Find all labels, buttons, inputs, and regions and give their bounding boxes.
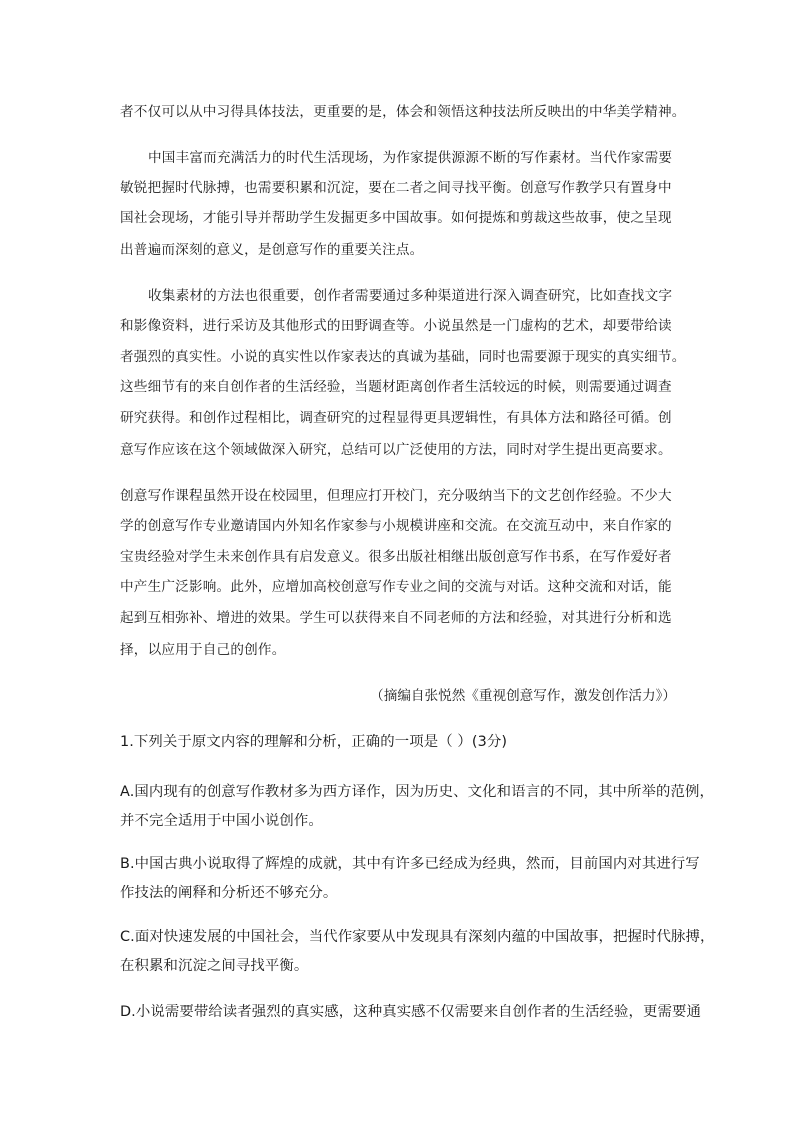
option-c-line: 在积累和沉淀之间寻找平衡。 [120,958,309,974]
passage-line: 研究获得。和创作过程相比，调查研究的过程显得更具逻辑性，有具体方法和路径可循。创 [120,410,672,426]
question-stem: 1.下列关于原文内容的理解和分析，正确的一项是（ ）(3分) [120,734,508,750]
passage-line: 者不仅可以从中习得具体技法，更重要的是，体会和领悟这种技法所反映出的中华美学精神。 [120,104,686,120]
passage-line: 宝贵经验对学生未来创作具有启发意义。很多出版社相继出版创意写作书系，在写作爱好者 [120,549,672,565]
passage-line: 和影像资料，进行采访及其他形式的田野调查等。小说虽然是一门虚构的艺术，却要带给读 [120,318,672,334]
passage-line: 收集素材的方法也很重要，创作者需要通过多种渠道进行深入调查研究，比如查找文字 [148,288,673,304]
option-d-line: D.小说需要带给读者强烈的真实感，这种真实感不仅需要来自创作者的生活经验，更需要通 [120,1004,701,1020]
passage-line: 这些细节有的来自创作者的生活经验，当题材距离创作者生活较远的时候，则需要通过调查 [120,379,672,395]
option-a-line: A.国内现有的创意写作教材多为西方译作，因为历史、文化和语言的不同，其中所举的范例， [120,784,714,800]
source-citation: （摘编自张悦然《重视创意写作，激发创作活力》） [370,688,676,704]
passage-line: 敏锐把握时代脉搏，也需要积累和沉淀，要在二者之间寻找平衡。创意写作教学只有置身中 [120,180,672,196]
option-a-line: 并不完全适用于中国小说创作。 [120,813,323,829]
passage-line: 中产生广泛影响。此外，应增加高校创意写作专业之间的交流与对话。这种交流和对话，能 [120,579,672,595]
option-b-line: 作技法的阐释和分析还不够充分。 [120,885,338,901]
passage-line: 出普遍而深刻的意义，是创意写作的重要关注点。 [120,242,424,258]
passage-line: 者强烈的真实性。小说的真实性以作家表达的真诚为基础，同时也需要源于现实的真实细节。 [120,349,686,365]
passage-line: 中国丰富而充满活力的时代生活现场，为作家提供源源不断的写作素材。当代作家需要 [148,150,673,166]
passage-line: 起到互相弥补、增进的效果。学生可以获得来自不同老师的方法和经验，对其进行分析和选 [120,610,672,626]
passage-line: 择，以应用于自己的创作。 [120,642,286,658]
passage-line: 意写作应该在这个领域做深入研究，总结可以广泛使用的方法，同时对学生提出更高要求。 [120,442,672,458]
passage-line: 学的创意写作专业邀请国内外知名作家参与小规模讲座和交流。在交流互动中，来自作家的 [120,518,672,534]
passage-line: 国社会现场，才能引导并帮助学生发掘更多中国故事。如何提炼和剪裁这些故事，使之呈现 [120,210,672,226]
passage-line: 创意写作课程虽然开设在校园里，但理应打开校门，充分吸纳当下的文艺创作经验。不少大 [120,488,672,504]
option-b-line: B.中国古典小说取得了辉煌的成就，其中有许多已经成为经典，然而，目前国内对其进行写 [120,856,700,872]
option-c-line: C.面对快速发展的中国社会，当代作家要从中发现具有深刻内蕴的中国故事，把握时代脉搏， [120,929,715,945]
